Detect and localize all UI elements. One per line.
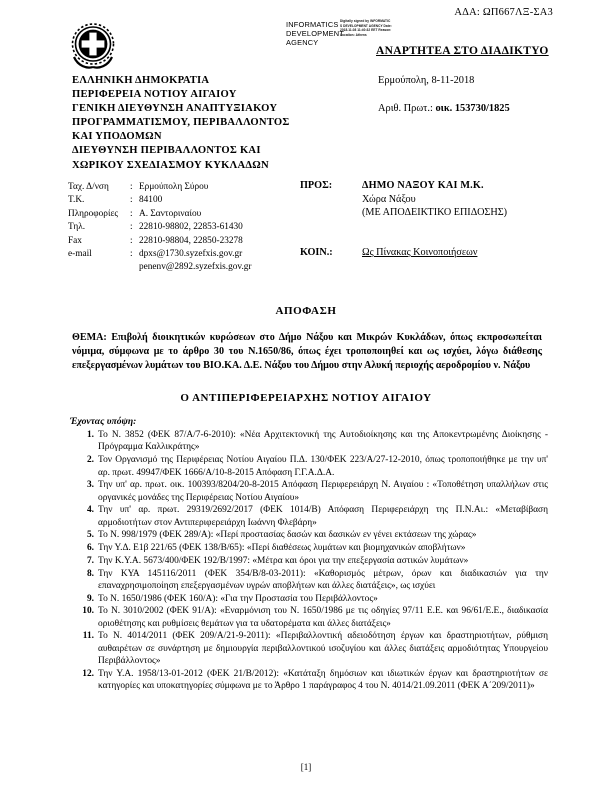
recipient-block [300,179,507,259]
decision-title: ΑΠΟΦΑΣΗ [275,305,337,317]
contact-row-email-2 [68,261,252,274]
protocol-label: Αριθ. Πρωτ.: [378,103,433,114]
contact-label: Τηλ. [68,222,86,233]
place-date: Ερμούπολη, 8-11-2018 [378,75,475,86]
grounds-item: Την υπ' αρ. πρωτ. οικ. 100393/8204/20-8-2015 Απόφαση Περιφερειάρχη Ν. Αιγαίου : «Τοποθέτηση υπαλλήλων στις οργανικές μονάδες της Περιφέρειας Νοτίου Αιγαίου» [98,480,548,503]
contact-label-empty [68,261,130,274]
authority-title: Ο ΑΝΤΙΠΕΡΙΦΕΡΕΙΑΡΧΗΣ ΝΟΤΙΟΥ ΑΙΓΑΙΟΥ [180,392,432,404]
koin-label: ΚΟΙΝ.: [300,246,333,258]
letterhead-line-1: ΕΛΛΗΝΙΚΗ ΔΗΜΟΚΡΑΤΙΑ [72,75,210,86]
grounds-item: Την Υ.Α. 1958/13-01-2012 (ΦΕΚ 21/Β/2012): «Κατάταξη δημόσιων και ιδιωτικών έργων και δραστηριοτήτων σε κατηγορίες και υποκατηγορίες σύμφωνα με το Άρθρο 1 παράγραφος 4 του Ν. 4014/21.09.2011 (ΦΕΚ Α΄209/2011)» [98,668,548,692]
grounds-item: Το Ν. 1650/1986 (ΦΕΚ 160/Α): «Για την Προστασία του Περιβάλλοντος» [98,593,378,604]
contact-separator: : [130,208,133,219]
contact-separator-empty [130,261,139,274]
letterhead-line-2: ΠΕΡΙΦΕΡΕΙΑ ΝΟΤΙΟΥ ΑΙΓΑΙΟΥ [72,89,237,101]
grounds-item: Το Ν. 4014/2011 (ΦΕΚ 209/Α/21-9-2011): «Περιβαλλοντική αδειοδότηση έργων και δραστηριοτήτων, ρύθμιση αυθαιρέτων σε συνάρτηση με δημιουργία περιβαλλοντικού ισοζυγίου και άλλες διατάξεις αρμοδιότητας Υπουργείου Περιβάλλοντος» [98,631,548,667]
contact-separator: : [130,195,133,206]
letterhead-line-5: ΚΑΙ ΥΠΟΔΟΜΩΝ [72,131,162,143]
contact-label: Πληροφορίες [68,208,119,219]
letterhead-line-4: ΠΡΟΓΡΑΜΜΑΤΙΣΜΟΥ, ΠΕΡΙΒΑΛΛΟΝΤΟΣ [72,117,290,129]
contact-row-email [68,248,252,261]
koin-value: Ως Πίνακας Κοινοποιήσεων [362,246,478,258]
protocol-value: οικ. 153730/1825 [435,103,510,114]
pros-row [300,179,507,220]
contact-value: 22810-98802, 22853-61430 [139,222,243,233]
contact-separator: : [130,222,133,233]
pros-value [362,179,507,220]
contact-value: 22810-98804, 22850-23278 [139,235,243,246]
contact-email-second: penenv@2892.syzefxis.gov.gr [139,262,252,273]
contact-row [68,181,252,194]
contact-row [68,194,252,207]
contact-value: dpxs@1730.syzefxis.gov.gr [139,249,243,260]
grounds-list [72,429,548,693]
publication-banner: ΑΝΑΡΤΗΤΕΑ ΣΤΟ ΔΙΑΔΙΚΤΥΟ [376,45,549,57]
pros-line-2: Χώρα Νάξου [362,193,416,205]
contact-separator: : [130,249,133,260]
grounds-item: Την υπ' αρ. πρωτ. 29319/2692/2017 (ΦΕΚ 1014/Β) Απόφαση Περιφερειάρχη της Π.Ν.Αι.: «Μεταβίβαση αρμοδιοτήτων στον Αντιπεριφερειάρχη Ιωάννη Φλεβάρη» [98,505,548,528]
ida-agency-label: INFORMATICS DEVELOPMENT AGENCY [286,20,344,48]
contact-label: e-mail [68,249,92,260]
grounds-item: Τον Οργανισμό της Περιφέρειας Νοτίου Αιγαίου Π.Δ. 130/ΦΕΚ 223/Α/27-12-2010, όπως τροποποιήθηκε με την υπ' αρ. πρωτ. 49947/ΦΕΚ 1666/Α/10-8-2015 Απόφαση Γ.Γ.Α.Δ.Α. [98,455,548,478]
subject-text: Επιβολή διοικητικών κυρώσεων στο Δήμο Νάξου και Μικρών Κυκλάδων, όπως εκπροσωπείται νόμιμα, σύμφωνα με το άρθρο 30 του Ν.1650/86, όπως έχει τροποποιηθεί και ως ισχύει, λόγω διάθεσης επεξεργασμένων λυμάτων του ΒΙΟ.ΚΑ. Δ.Ε. Νάξου του Δήμου στην Αλυκή περιοχής αεροδρομίου ν. Νάξου [72,332,542,371]
contact-separator: : [130,235,133,246]
contact-value: Ερμούπολη Σύρου [139,182,209,192]
protocol-row [378,102,510,116]
grounds-item: Το Ν. 3010/2002 (ΦΕΚ 91/Α): «Εναρμόνιση του Ν. 1650/1986 με τις οδηγίες 97/11 Ε.Ε. και 96/61/Ε.Ε., διαδικασία οριοθέτησης και ρυθμίσεις θεμάτων για τα υδατορέματα και άλλες διατάξεις» [98,606,548,629]
letterhead-line-7: ΧΩΡΙΚΟΥ ΣΧΕΔΙΑΣΜΟΥ ΚΥΚΛΑΔΩΝ [72,159,269,171]
contact-label: Ταχ. Δ/νση [68,182,109,192]
having-regard-label: Έχοντας υπόψη: [70,416,137,427]
subject-paragraph [72,331,542,373]
page-number: [1] [300,762,312,772]
contact-value: Α. Σαντοριναίου [139,208,202,219]
pros-line-3: (ΜΕ ΑΠΟΔΕΙΚΤΙΚΟ ΕΠΙΔΟΣΗΣ) [362,207,508,219]
contact-row [68,235,252,248]
contact-row [68,208,252,221]
grounds-item: Την Κ.Υ.Α. 5673/400/ΦΕΚ 192/Β/1997: «Μέτρα και όροι για την επεξεργασία αστικών λυμάτων» [98,555,469,566]
grounds-item: Την ΚΥΑ 145116/2011 (ΦΕΚ 354/Β/8-03-2011): «Καθορισμός μέτρων, όρων και διαδικασιών για την επαναχρησιμοποίηση επεξεργασμένων υγρών αποβλήτων και άλλες διατάξεις», ως ισχύει [98,568,548,591]
contact-label: Τ.Κ. [68,195,85,206]
koin-row [300,246,507,260]
grounds-item: Την Υ.Δ. Ε1β 221/65 (ΦΕΚ 138/Β/65): «Περί διαθέσεως λυμάτων και βιομηχανικών αποβλήτων» [98,543,466,554]
digital-signature-stamp: Digitally signed by INFORMATICS DEVELOPMENT AGENCY Date: 2018.11.08 11:40:32 EET Reason: Location: Athens [340,19,392,37]
grounds-item: Το Ν. 3852 (ΦΕΚ 87/Α/7-6-2010): «Νέα Αρχιτεκτονική της Αυτοδιοίκησης και της Αποκεντρωμένης Διοίκησης - Πρόγραμμα Καλλικράτης» [98,430,548,453]
contact-separator: : [130,182,133,192]
grounds-item: Το Ν. 998/1979 (ΦΕΚ 289/Α): «Περί προστασίας δασών και δασικών εν γένει εκτάσεων της χώρας» [98,530,477,541]
contact-label: Fax [68,235,82,246]
pros-label: ΠΡΟΣ: [300,180,333,191]
document-meta [378,74,510,116]
contact-block [68,181,252,275]
ada-code: ΑΔΑ: ΩΠ667ΛΞ-ΣΑ3 [454,7,553,18]
contact-row [68,221,252,234]
greek-republic-emblem [68,19,118,71]
subject-label: ΘΕΜΑ: [72,332,107,343]
pros-name: ΔΗΜΟ ΝΑΞΟΥ ΚΑΙ Μ.Κ. [362,180,484,191]
letterhead-line-3: ΓΕΝΙΚΗ ΔΙΕΥΘΥΝΣΗ ΑΝΑΠΤΥΞΙΑΚΟΥ [72,103,278,115]
letterhead [72,74,362,173]
letterhead-line-6: ΔΙΕΥΘΥΝΣΗ ΠΕΡΙΒΑΛΛΟΝΤΟΣ ΚΑΙ [72,145,261,157]
contact-value: 84100 [139,195,163,206]
